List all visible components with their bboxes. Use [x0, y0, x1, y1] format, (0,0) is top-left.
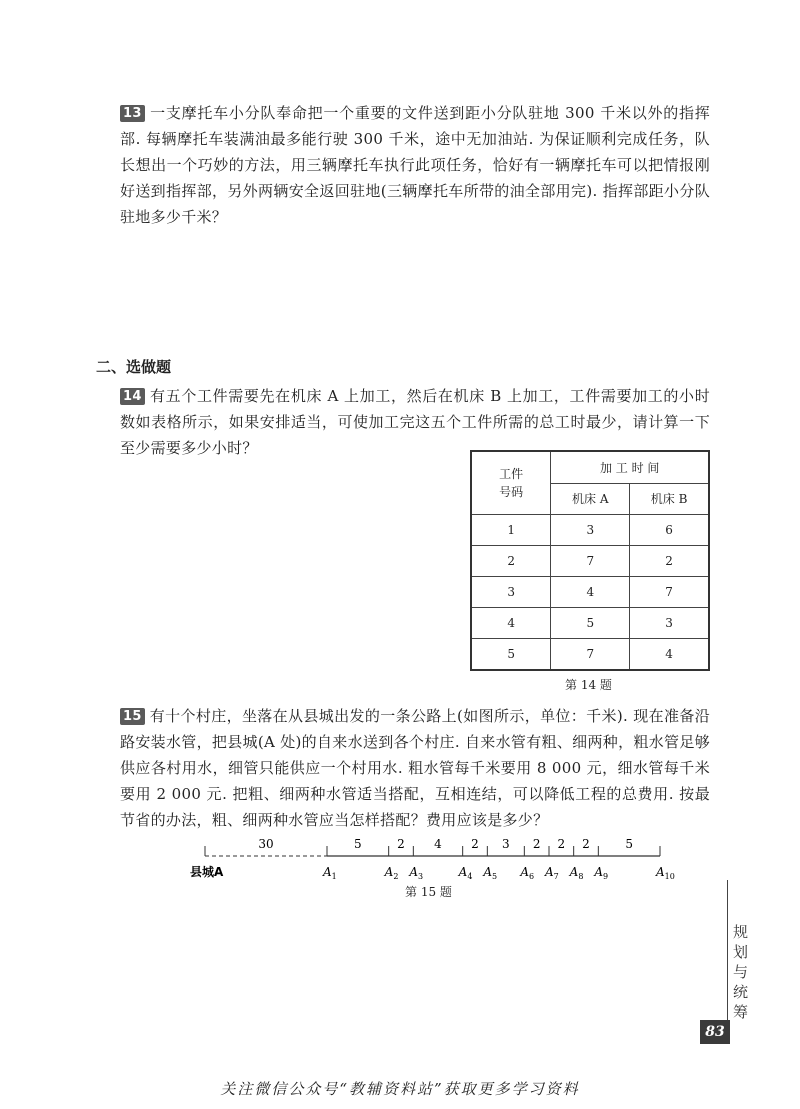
- page-number: 83: [705, 1024, 725, 1040]
- village-label: $A_{10}$: [656, 865, 675, 880]
- table-cell: 4: [551, 577, 630, 608]
- village-label: $A_2$: [384, 865, 399, 880]
- table-cell: 3: [471, 577, 551, 608]
- problem-13: [120, 100, 710, 230]
- header-machine-b: 机床 B: [630, 483, 709, 515]
- header-machine-a: 机床 A: [551, 483, 630, 515]
- table-cell: 7: [551, 639, 630, 671]
- machining-time-table: [470, 450, 710, 671]
- distance-label: 2: [532, 837, 541, 851]
- village-label: $A_4$: [458, 865, 473, 880]
- table-row: [471, 577, 709, 608]
- table-cell: 3: [551, 515, 630, 546]
- county-town-label: 县城A: [190, 865, 224, 879]
- section-title: 二、选做题: [96, 358, 172, 376]
- problem-number-badge: 15: [120, 708, 145, 725]
- chapter-label: 规划与统筹: [733, 923, 749, 1021]
- table-header-row: [471, 451, 709, 483]
- village-label: $A_8$: [569, 865, 584, 880]
- table-cell: 5: [551, 608, 630, 639]
- village-road-diagram: [190, 830, 680, 880]
- distance-label: 2: [557, 837, 566, 851]
- distance-label: 3: [502, 837, 510, 851]
- table-row: [471, 546, 709, 577]
- village-label: $A_1$: [323, 865, 337, 880]
- village-label: $A_9$: [594, 865, 609, 880]
- table-cell: 7: [630, 577, 709, 608]
- table-cell: 1: [471, 515, 551, 546]
- figure-caption-15: 第 15 题: [405, 885, 452, 899]
- table-row: [471, 608, 709, 639]
- figure-caption-14: 第 14 题: [565, 678, 612, 692]
- problem-13-text: 13 一支摩托车小分队奉命把一个重要的文件送到距小分队驻地 300 千米以外的指挥部. 每辆摩托车装满油最多能行驶 300 千米，途中无加油站. 为保证顺利完成任务，队长想出一个巧妙的方法，用三辆摩托车执行此项任务，恰好有一辆摩托车可以把情报刚好送到指挥部，另外两辆安全返回驻地(三辆摩托车所带的油全部用完). 指挥部距小分队驻地多少千米？: [120, 104, 710, 226]
- distance-label: 5: [625, 837, 633, 851]
- problem-15: [120, 703, 710, 833]
- header-workpiece-id: 工件号码: [471, 451, 551, 515]
- village-label: $A_5$: [483, 865, 498, 880]
- problem-15-text: 15 有十个村庄，坐落在从县城出发的一条公路上(如图所示，单位：千米). 现在准备沿路安装水管，把县城(A 处)的自来水送到各个村庄. 自来水管有粗、细两种，粗水管足够供应各村用水，细管只能供应一个村用水. 粗水管每千米要用 8 000 元，细水管每千米要用 2 000 元. 把粗、细两种水管适当搭配，互相连结，可以降低工程的总费用. 按最节省的办法，粗、细两种水管应当怎样搭配？费用应该是多少？: [120, 707, 710, 829]
- table-row: [471, 639, 709, 671]
- footer-watermark: 关注微信公众号“教辅资料站”获取更多学习资料: [220, 1080, 580, 1098]
- table-cell: 3: [630, 608, 709, 639]
- table-cell: 7: [551, 546, 630, 577]
- distance-label: 5: [354, 837, 362, 851]
- village-label: $A_7$: [545, 865, 559, 880]
- problem-number-badge: 14: [120, 388, 145, 405]
- table-cell: 5: [471, 639, 551, 671]
- table-cell: 2: [630, 546, 709, 577]
- table-cell: 4: [630, 639, 709, 671]
- table-cell: 2: [471, 546, 551, 577]
- problem-14-text: 14 有五个工件需要先在机床 A 上加工，然后在机床 B 上加工，工件需要加工的小时数如表格所示，如果安排适当，可使加工完这五个工件所需的总工时最少，请计算一下至少需要多少小时？: [120, 387, 710, 457]
- village-label: $A_3$: [409, 865, 424, 880]
- village-label: $A_6$: [520, 865, 535, 880]
- distance-label: 2: [471, 837, 479, 851]
- problem-number-badge: 13: [120, 105, 145, 122]
- table-cell: 4: [471, 608, 551, 639]
- table-row: [471, 515, 709, 546]
- distance-label: 30: [258, 837, 274, 851]
- distance-label: 4: [434, 837, 442, 851]
- distance-label: 2: [582, 837, 590, 851]
- table-cell: 6: [630, 515, 709, 546]
- distance-label: 2: [397, 837, 405, 851]
- header-processing-time: 加 工 时 间: [551, 451, 709, 483]
